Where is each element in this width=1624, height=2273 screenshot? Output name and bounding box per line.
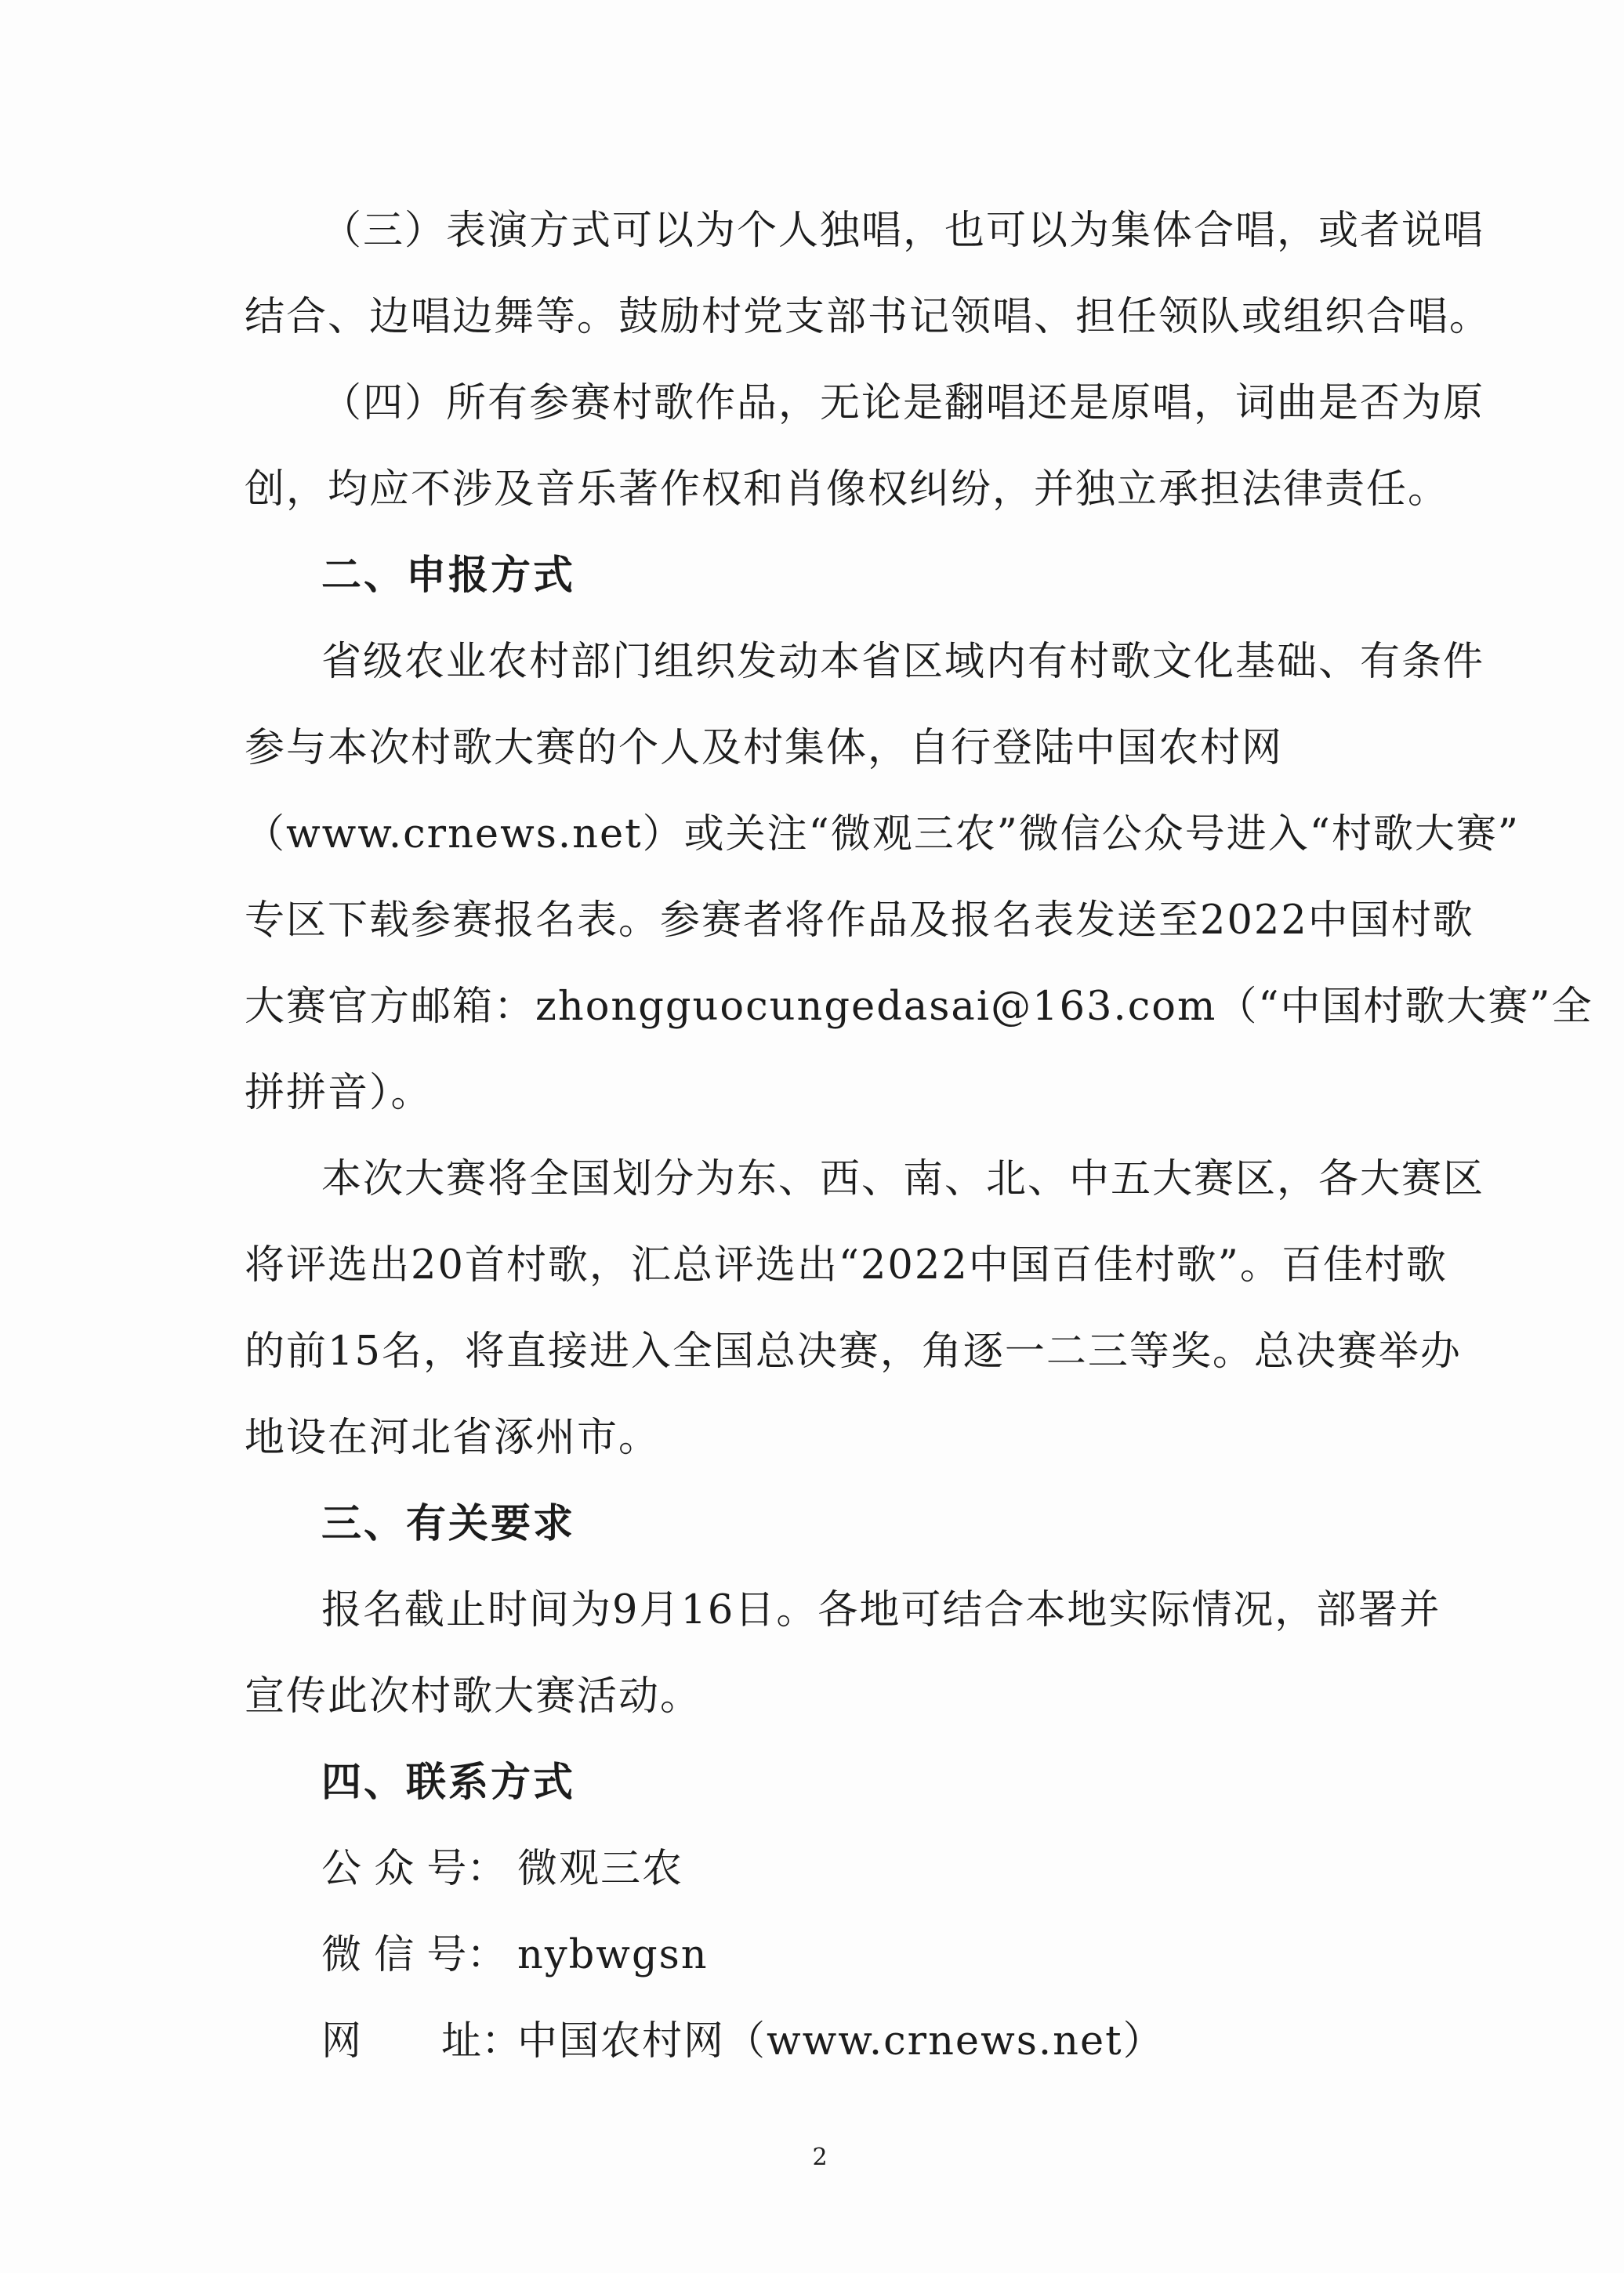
contact-value: nybwgsn <box>517 1932 709 1978</box>
requirements-paragraph-line-1: 报名截止时间为9月16日。各地可结合本地实际情况，部署并 <box>321 1587 1441 1633</box>
competition-paragraph-line-2: 将评选出20首村歌，汇总评选出“2022中国百佳村歌”。百佳村歌 <box>245 1242 1448 1289</box>
contact-label: 网 址： <box>321 2018 522 2065</box>
section-heading-application: 二、申报方式 <box>321 553 576 599</box>
paragraph-4-line-1: （四）所有参赛村歌作品，无论是翻唱还是原唱，词曲是否为原 <box>321 380 1485 426</box>
section-heading-requirements: 三、有关要求 <box>321 1501 576 1547</box>
page-number: 2 <box>812 2144 828 2171</box>
contact-row-website <box>321 2018 1165 2065</box>
section-heading-contact: 四、联系方式 <box>321 1760 576 1806</box>
application-paragraph-line-6: 拼拼音）。 <box>245 1070 433 1116</box>
paragraph-4-line-2: 创，均应不涉及音乐著作权和肖像权纠纷，并独立承担法律责任。 <box>245 466 1450 513</box>
application-paragraph-line-1: 省级农业农村部门组织发动本省区域内有村歌文化基础、有条件 <box>321 639 1485 685</box>
contact-row-wechat <box>321 1932 709 1979</box>
contact-label: 微 信 号： <box>321 1932 507 1978</box>
paragraph-3-line-2: 结合、边唱边舞等。鼓励村党支部书记领唱、担任领队或组织合唱。 <box>245 294 1492 340</box>
contact-label: 公 众 号： <box>321 1846 507 1892</box>
requirements-paragraph-line-2: 宣传此次村歌大赛活动。 <box>245 1673 702 1720</box>
application-paragraph-line-4: 专区下载参赛报名表。参赛者将作品及报名表发送至2022中国村歌 <box>245 897 1474 944</box>
paragraph-3-line-1: （三）表演方式可以为个人独唱，也可以为集体合唱，或者说唱 <box>321 208 1485 254</box>
contact-value: 中国农村网（www.crnews.net） <box>517 2018 1165 2065</box>
competition-paragraph-line-1: 本次大赛将全国划分为东、西、南、北、中五大赛区，各大赛区 <box>321 1156 1485 1202</box>
competition-paragraph-line-3: 的前15名，将直接进入全国总决赛，角逐一二三等奖。总决赛举办 <box>245 1329 1462 1375</box>
application-paragraph-line-2: 参与本次村歌大赛的个人及村集体，自行登陆中国农村网 <box>245 725 1284 771</box>
competition-paragraph-line-4: 地设在河北省涿州市。 <box>245 1415 661 1461</box>
contact-value: 微观三农 <box>517 1846 684 1892</box>
application-paragraph-line-3: （www.crnews.net）或关注“微观三农”微信公众号进入“村歌大赛” <box>245 811 1520 857</box>
contact-row-public-account <box>321 1846 683 1893</box>
application-paragraph-line-5: 大赛官方邮箱：zhongguocungedasai@163.com（“中国村歌大赛”全 <box>245 984 1593 1030</box>
